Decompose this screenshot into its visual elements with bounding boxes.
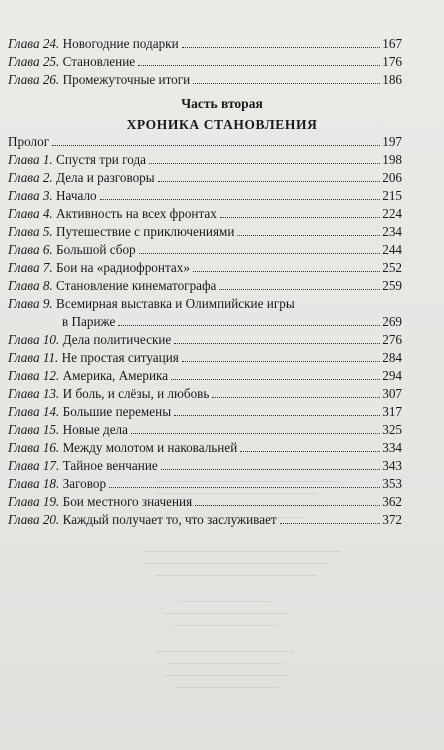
chapter-prefix: Глава 7.: [8, 260, 53, 275]
page-number: 372: [382, 512, 402, 527]
chapter-prefix: Глава 15.: [8, 422, 60, 437]
toc-entry-ch13: [8, 384, 402, 402]
toc-entry-ch24: [8, 34, 402, 52]
toc-entry-ch18: [8, 474, 402, 492]
toc-entry-ch10: [8, 330, 402, 348]
toc-entry-ch9-line2: [62, 312, 402, 330]
chapter-prefix: Глава 20.: [8, 512, 60, 527]
page-number: 234: [382, 224, 402, 239]
page-number: 307: [382, 386, 402, 401]
page-number: 206: [382, 170, 402, 185]
page-number: 167: [382, 36, 402, 51]
chapter-prefix: Глава 26.: [8, 72, 60, 87]
chapter-prefix: Глава 1.: [8, 152, 53, 167]
leader-dots: [171, 379, 380, 380]
chapter-prefix: Глава 14.: [8, 404, 60, 419]
chapter-title: Каждый получает то, что заслуживает: [62, 512, 277, 527]
toc-entry-ch1: [8, 150, 402, 168]
chapter-title: Путешествие с приключениями: [56, 224, 235, 239]
chapter-prefix: Глава 12.: [8, 368, 60, 383]
leader-dots: [139, 253, 381, 254]
leader-dots: [138, 65, 380, 66]
chapter-prefix: Глава 25.: [8, 54, 60, 69]
toc-entry-ch2: [8, 168, 402, 186]
page-number: 259: [382, 278, 402, 293]
part-title: ХРОНИКА СТАНОВЛЕНИЯ: [126, 117, 318, 132]
chapter-title: Дела политические: [62, 332, 172, 347]
toc-entry-ch8: [8, 276, 402, 294]
page-number: 343: [382, 458, 402, 473]
leader-dots: [174, 415, 380, 416]
toc-entry-ch7: [8, 258, 402, 276]
chapter-prefix: Глава 8.: [8, 278, 53, 293]
toc-entry-ch20: [8, 510, 402, 528]
page-number: 244: [382, 242, 402, 257]
chapter-title: Тайное венчание: [62, 458, 158, 473]
chapter-title: Новогодние подарки: [62, 36, 179, 51]
page-number: 325: [382, 422, 402, 437]
chapter-title: Бои на «радиофронтах»: [56, 260, 190, 275]
chapter-prefix: Глава 3.: [8, 188, 53, 203]
leader-dots: [174, 343, 380, 344]
toc-entry-ch15: [8, 420, 402, 438]
page-number: 176: [382, 54, 402, 69]
page-number: 252: [382, 260, 402, 275]
chapter-prefix: Глава 11.: [8, 350, 59, 365]
chapter-title: Между молотом и наковальней: [62, 440, 238, 455]
page-number: 334: [382, 440, 402, 455]
chapter-title: Америка, Америка: [62, 368, 169, 383]
chapter-prefix: Глава 17.: [8, 458, 60, 473]
chapter-title-continued: в Париже: [62, 314, 116, 329]
chapter-title: Спустя три года: [56, 152, 147, 167]
chapter-prefix: Глава 24.: [8, 36, 60, 51]
chapter-title: Промежуточные итоги: [62, 72, 191, 87]
chapter-title: Начало: [56, 188, 97, 203]
leader-dots: [280, 523, 381, 524]
leader-dots: [240, 451, 380, 452]
chapter-title: Дела и разговоры: [56, 170, 155, 185]
leader-dots: [219, 289, 380, 290]
leader-dots: [212, 397, 380, 398]
toc-entry-ch6: [8, 240, 402, 258]
chapter-title: Большой сбор: [56, 242, 136, 257]
leader-dots: [109, 487, 380, 488]
chapter-title: Не простая ситуация: [61, 350, 179, 365]
part-label: Часть вторая: [181, 96, 263, 111]
page-number: 362: [382, 494, 402, 509]
toc-entry-ch26: [8, 70, 402, 88]
chapter-prefix: Глава 10.: [8, 332, 60, 347]
chapter-prefix: Глава 5.: [8, 224, 53, 239]
chapter-title: Большие перемены: [62, 404, 172, 419]
leader-dots: [161, 469, 380, 470]
toc-entry-ch9-line1: [8, 294, 402, 312]
toc-entry-ch4: [8, 204, 402, 222]
page-number: 198: [382, 152, 402, 167]
page-number: 284: [382, 350, 402, 365]
leader-dots: [158, 181, 381, 182]
chapter-title: Заговор: [62, 476, 107, 491]
chapter-title: Становление: [62, 54, 136, 69]
chapter-prefix: Глава 4.: [8, 206, 53, 221]
leader-dots: [118, 325, 380, 326]
toc-entry-prologue: [8, 132, 402, 150]
chapter-prefix: Глава 16.: [8, 440, 60, 455]
leader-dots: [220, 217, 380, 218]
leader-dots: [193, 271, 380, 272]
toc-entry-ch17: [8, 456, 402, 474]
page-number: 224: [382, 206, 402, 221]
page-number: 353: [382, 476, 402, 491]
page-number: 215: [382, 188, 402, 203]
toc-entry-ch19: [8, 492, 402, 510]
chapter-title: Активность на всех фронтах: [56, 206, 217, 221]
leader-dots: [237, 235, 380, 236]
leader-dots: [195, 505, 380, 506]
chapter-prefix: Глава 6.: [8, 242, 53, 257]
page-number: 317: [382, 404, 402, 419]
chapter-prefix: Глава 2.: [8, 170, 53, 185]
chapter-title: Всемирная выставка и Олимпийские игры: [56, 296, 295, 311]
toc-entry-ch12: [8, 366, 402, 384]
toc-entry-ch14: [8, 402, 402, 420]
chapter-title: Бои местного значения: [62, 494, 193, 509]
toc-entry-ch5: [8, 222, 402, 240]
chapter-title: И боль, и слёзы, и любовь: [62, 386, 210, 401]
page-number: 294: [382, 368, 402, 383]
leader-dots: [193, 83, 380, 84]
page-number: 186: [382, 72, 402, 87]
leader-dots: [149, 163, 380, 164]
chapter-prefix: Глава 13.: [8, 386, 60, 401]
leader-dots: [182, 47, 381, 48]
chapter-prefix: Глава 9.: [8, 296, 53, 311]
chapter-prefix: Глава 18.: [8, 476, 60, 491]
chapter-title: Становление кинематографа: [56, 278, 217, 293]
page-number: 197: [382, 134, 402, 149]
page-number: 276: [382, 332, 402, 347]
toc-entry-ch25: [8, 52, 402, 70]
page-number: 269: [382, 314, 402, 329]
leader-dots: [100, 199, 381, 200]
chapter-title: Новые дела: [62, 422, 128, 437]
toc-entry-ch11: [8, 348, 402, 366]
leader-dots: [182, 361, 380, 362]
toc-entry-ch16: [8, 438, 402, 456]
prologue-title: Пролог: [8, 134, 50, 149]
chapter-prefix: Глава 19.: [8, 494, 60, 509]
toc-entry-ch3: [8, 186, 402, 204]
leader-dots: [131, 433, 380, 434]
leader-dots: [52, 145, 380, 146]
